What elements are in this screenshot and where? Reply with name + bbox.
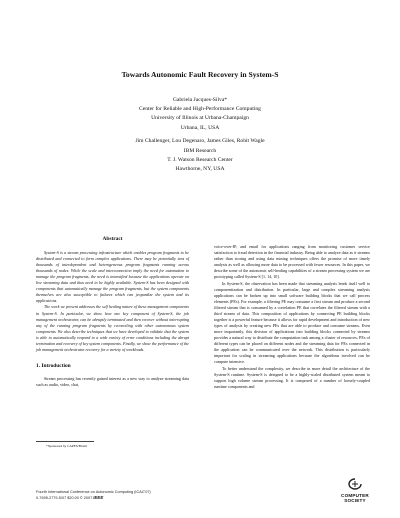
affiliation-line: Urbana, IL, USA	[180, 124, 220, 131]
abstract-heading: Abstract	[102, 236, 123, 242]
author-block	[0, 96, 400, 174]
body-paragraph: To better understand the complexity, we describe in more detail the architecture of the System-S runtime. System-S is designed to be a highly-scaled distributed system meant to support high volume stream processing. It is composed of a number of loosely-coupled runtime components and	[214, 365, 370, 390]
body-paragraph: In System-S, the observation has been made that streaming analysis lends itself well to componentization and distribution. In particular, large and complex streaming analysis applications can be broken up into small software building blocks that we call process elements (PEs). For example, a filtering PE may consume a first stream and produce a second filtered stream that is consumed by a correlation PE that correlates the filtered stream with a third stream of data. This composition of applications by connecting PE building blocks together is a powerful feature because it allows for rapid development and introduction of new types of analysis by creating new PEs that are able to produce and consume streams. Even more importantly, this division of applications into building blocks connected by streams provides a natural way to distribute the computation task among a cluster of resources; PEs of different types can be placed on different nodes and the streaming data for PEs connected in the application can be communicated over the network. This distribution is particularly important for scaling in streaming applications because the algorithms involved can be compute intensive.	[214, 280, 370, 365]
footnote: *Sponsored by CAPES/Brazil	[46, 444, 87, 448]
affiliation-line: Hawthorne, NY, USA	[175, 165, 225, 172]
ieee-mark: IEEE	[93, 495, 104, 500]
computer-society-logo-icon	[338, 478, 372, 493]
introduction-heading: 1. Introduction	[36, 362, 71, 369]
left-column	[36, 236, 189, 388]
abstract-paragraph: The work we present addresses the self healing nature of these management components in System-S. In particular, we show how one key component of System-S, the job management orchestrator, can be abruptly terminated and then recover without interrupting any of the running program fragments by reconciling with other autonomous system components. We also describe techniques that we have developed to validate that the system is able to automatically respond to a wide variety of error conditions including the abrupt termination and recovery of key system components. Finally, we show the performance of the job management orchestrator recovery for a variety of workloads.	[36, 304, 189, 352]
author-name: Gabriela Jacques-Silva*	[172, 97, 228, 103]
conference-isbn	[36, 495, 151, 501]
affiliation-line: Center for Reliable and High-Performance Computing	[139, 106, 261, 113]
author-names: Jim Challenger, Lou Degenaro, James Giles, Rohit Wagle	[135, 138, 265, 145]
affiliation-line: University of Illinois at Urbana-Champaign	[151, 115, 249, 122]
abstract-paragraph: System-S is a stream processing infrastructure which enables program fragments to be distributed and connected to form complex applications. There may be potentially tens of thousands of interdependent and heterogeneous program fragments running across thousands of nodes. While the scale and interconnection imply the need for automation to manage the program fragments, the need is intensified because the applications operate on live streaming data and thus need to be highly available. System-S has been designed with components that automatically manage the program fragments, but the system components themselves are also susceptible to failures which can jeopardize the system and its applications.	[36, 250, 189, 304]
isbn-text: 0-7695-2779-5/07 $20.00 © 2007	[36, 496, 93, 500]
logo-text-line: SOCIETY	[344, 498, 366, 503]
right-column	[214, 244, 370, 390]
abstract-body	[36, 250, 189, 353]
logo-text-line: COMPUTER	[341, 493, 369, 498]
affiliation-line: T. J. Watson Research Center	[167, 156, 233, 163]
introduction-paragraph: Stream processing has recently gained interest as a new way to analyze streaming data such as audio, video, chat,	[36, 375, 189, 387]
affiliation-line: IBM Research	[183, 147, 217, 154]
conference-name: Fourth International Conference on Autonomic Computing (ICAC'07)	[36, 490, 151, 494]
body-paragraph: voice-over-IP, and email for applications ranging from monitoring customer service satisfaction to fraud detection in the financial industry. Being able to analyze data as it streams rather than storing and using data mining techniques offers the promise of more timely analysis as well as allowing more data to be processed with fewer resources. In this paper, we describe some of the autonomic self-healing capabilities of a stream processing system we are prototyping called System-S [1, 14, 10].	[214, 244, 370, 280]
paper-title: Towards Autonomic Fault Recovery in System-S	[121, 70, 279, 79]
conference-info	[36, 490, 151, 501]
computer-society-logo	[338, 478, 372, 503]
footnote-divider	[36, 441, 94, 442]
